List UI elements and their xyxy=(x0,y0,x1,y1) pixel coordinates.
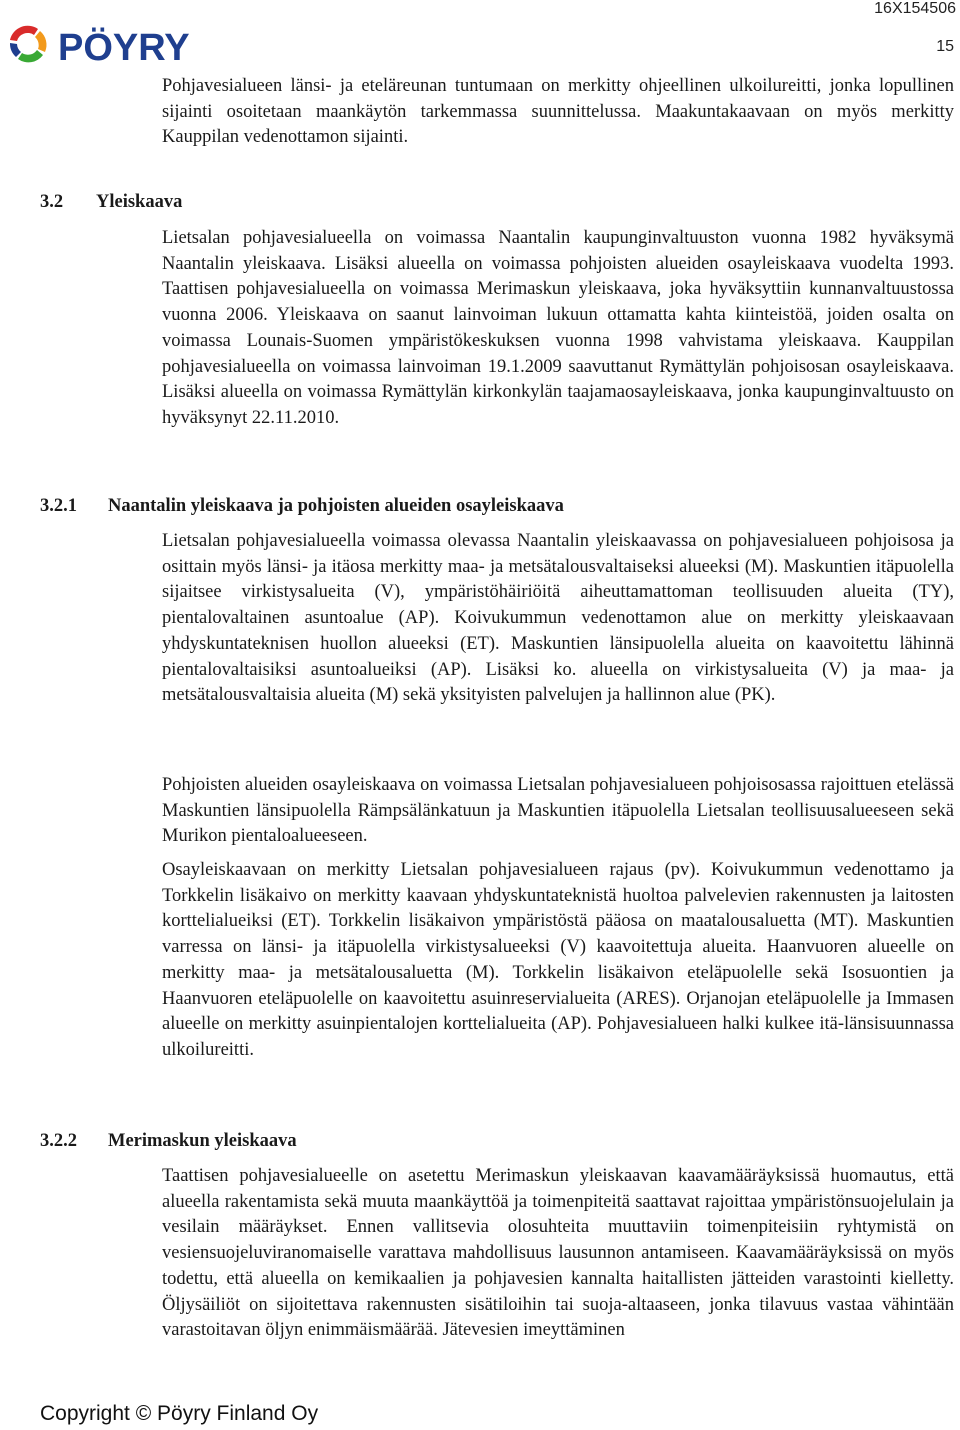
section-number: 3.2.2 xyxy=(40,1131,77,1151)
poyry-logo-mark xyxy=(4,20,254,68)
section-number: 3.2 xyxy=(40,192,64,212)
section-title: Merimaskun yleiskaava xyxy=(108,1131,297,1151)
section-title: Yleiskaava xyxy=(96,192,183,212)
section-3-2-heading xyxy=(40,191,182,213)
poyry-logo xyxy=(4,20,254,68)
section-3-2-1-paragraph-3: Osayleiskaavaan on merkitty Lietsalan pohjavesialueen rajaus (pv). Koivukummun vedenottamo ja Torkkelin lisäkaivo on merkitty kaavaan yhdyskuntateknistä huoltoa palvelevien rakennusten ja laitosten korttelialueiksi (ET). Torkkelin lisäkaivon ympäristöstä pääosa on maatalousaluetta (MT). Maskuntien varressa on länsi- ja itäpuolella virkistysalueeksi (V) kaavoitettuja alueita. Haanvuoren alueelle on merkitty maa- ja metsätalousaluetta (M). Torkkelin lisäkaivon eteläpuolelle sekä Isosuontien ja Haanvuoren eteläpuolelle on kaavoitettu asuinreservialueita (ARES). Orjanojan eteläpuolelle ja Immasen alueelle on merkitty asuinpientalojen korttelialueita (AP). Pohjavesialueen halki kulkee itä-länsisuunnassa ulkoilureitti. xyxy=(162,860,954,1060)
document-id: 16X154506 xyxy=(874,0,956,17)
section-3-2-paragraph: Lietsalan pohjavesialueella on voimassa Naantalin kaupunginvaltuuston vuonna 1982 hyväksymä Naantalin yleiskaava. Lisäksi alueella on voimassa pohjoisten alueiden osayleiskaava vuodelta 1993. Taattisen pohjavesialueella on voimassa Merimaskun yleiskaava, joka hyväksyttiin kunnanvaltuustossa vuonna 2006. Yleiskaava on saanut lainvoiman lukuun ottamatta kahta kiinteistöä, joiden osalta on voimassa Lounais-Suomen ympäristökeskuksen vuonna 1998 vahvistama yleiskaava. Kauppilan pohjavesialueella on voimassa lainvoiman 19.1.2009 saavuttanut Rymättylän pohjoisosan osayleiskaava. Lisäksi alueella on voimassa Rymättylän kirkonkylän taajamaosayleiskaava, jonka kaupunginvaltuusto on hyväksynyt 22.11.2010. xyxy=(162,228,954,428)
intro-paragraph: Pohjavesialueen länsi- ja eteläreunan tuntumaan on merkitty ohjeellinen ulkoilureitti, jonka lopullinen sijainti osoitetaan maankäytön tarkemmassa suunnittelussa. Maakuntakaavaan on myös merkitty Kauppilan vedenottamon sijainti. xyxy=(162,76,954,148)
section-number: 3.2.1 xyxy=(40,496,77,516)
brand-wordmark: PÖYRY xyxy=(58,27,190,68)
section-3-2-2-paragraph: Taattisen pohjavesialueelle on asetettu Merimaskun yleiskaavan kaavamääräyksissä huomautus, että alueella rakentamista sekä muuta maankäyttöä ja toimenpiteitä saattavat rajoittaa ympäristönsuojelulain ja vesilain määräykset. Ennen vallitsevia olosuhteita muuttaviin toimenpiteisiin ryhtymistä on vesiensuojeluviranomaiselle varattava mahdollisuus lausunnon antamiseen. Kaavamääräyksissä on myös todettu, että alueella on kemikaalien ja pohjavesien kannalta haitallisten jätteiden varastointi kielletty. Öljysäiliöt on sijoitettava rakennusten sisätiloihin tai suoja-altaaseen, jonka tilavuus vastaa vähintään varastoitavan öljyn enimmäismäärää. Jätevesien imeyttäminen xyxy=(162,1166,954,1341)
section-3-2-2-heading xyxy=(40,1130,297,1152)
page-number: 15 xyxy=(936,38,954,55)
section-3-2-1-paragraph-2: Pohjoisten alueiden osayleiskaava on voimassa Lietsalan pohjavesialueen pohjoisosassa rajoittuen etelässä Maskuntien länsipuolella Rämpsälänkatuun ja Maskuntien itäpuolella Lietsalan teollisuusalueeseen sekä Murikon pientaloalueeseen. xyxy=(162,775,954,847)
footer-copyright: Copyright © Pöyry Finland Oy xyxy=(40,1402,319,1425)
section-3-2-1-heading xyxy=(40,495,564,517)
section-title: Naantalin yleiskaava ja pohjoisten alueiden osayleiskaava xyxy=(108,496,564,516)
section-3-2-1-paragraph-1: Lietsalan pohjavesialueella voimassa olevassa Naantalin yleiskaavassa on pohjavesialueen pohjoisosa ja osittain myös länsi- ja itäosa merkitty maa- ja metsätalousvaltaiseksi alueeksi (M). Maskuntien itäpuolella sijaitsee virkistysalueita (V), ympäristöhäiriöitä aiheuttamattoman teollisuuden alueita (TY), pientalovaltainen asuntoalue (AP). Koivukummun vedenottamon alue on merkitty yleiskaavaan yhdyskuntateknisen huollon alueeksi (ET). Maskuntien länsipuolella alueita on kaavoitettu lähinnä pientalovaltaisiksi asuntoalueiksi (AP). Lisäksi ko. alueella on virkistysalueita (V) ja maa- ja metsätalousvaltaisia alueita (M) sekä yksityisten palvelujen ja hallinnon alue (PK). xyxy=(162,531,954,706)
